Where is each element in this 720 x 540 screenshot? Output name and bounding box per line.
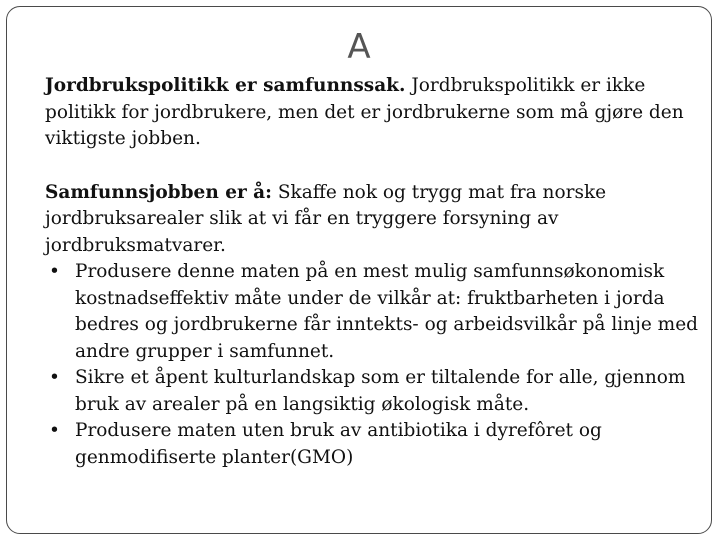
- intro-text: Jordbrukspolitikk er ikke politikk for jordbrukere, men det er jordbrukerne som må gjøre den viktigste jobben.: [45, 75, 684, 149]
- intro-heading: Jordbrukspolitikk er samfunnssak.: [45, 75, 406, 96]
- list-item: [45, 418, 705, 471]
- task-heading: Samfunnsjobben er å:: [45, 181, 272, 203]
- bullet-text: Sikre et åpent kulturlandskap som er tiltalende for alle, gjennom bruk av arealer på en langsiktig økologisk måte.: [75, 367, 686, 415]
- bullet-icon: •: [49, 261, 60, 282]
- task-bullet-list: [45, 259, 705, 471]
- intro-paragraph: [45, 73, 705, 153]
- bullet-text: Produsere denne maten på en mest mulig samfunnsøkonomisk kostnadseffektiv måte under de vilkår at: fruktbarheten i jorda bedres og jordbrukerne får inntekts- og arbeidsvilkår på linje med andre grupper i samfunnet.: [75, 261, 698, 362]
- task-text: Skaffe nok og trygg mat fra norske jordbruksarealer slik at vi får en tryggere forsyning av jordbruksmatvarer.: [45, 181, 607, 256]
- bullet-icon: •: [49, 367, 60, 388]
- task-paragraph: [45, 180, 705, 260]
- bullet-text: Produsere maten uten bruk av antibiotika i dyrefôret og genmodifiserte planter(GMO): [75, 420, 602, 468]
- bullet-icon: •: [49, 420, 60, 441]
- list-item: [45, 365, 705, 418]
- slide-body: [45, 73, 705, 471]
- slide-title: A: [347, 27, 371, 67]
- list-item: [45, 259, 705, 365]
- slide-frame: [6, 6, 712, 534]
